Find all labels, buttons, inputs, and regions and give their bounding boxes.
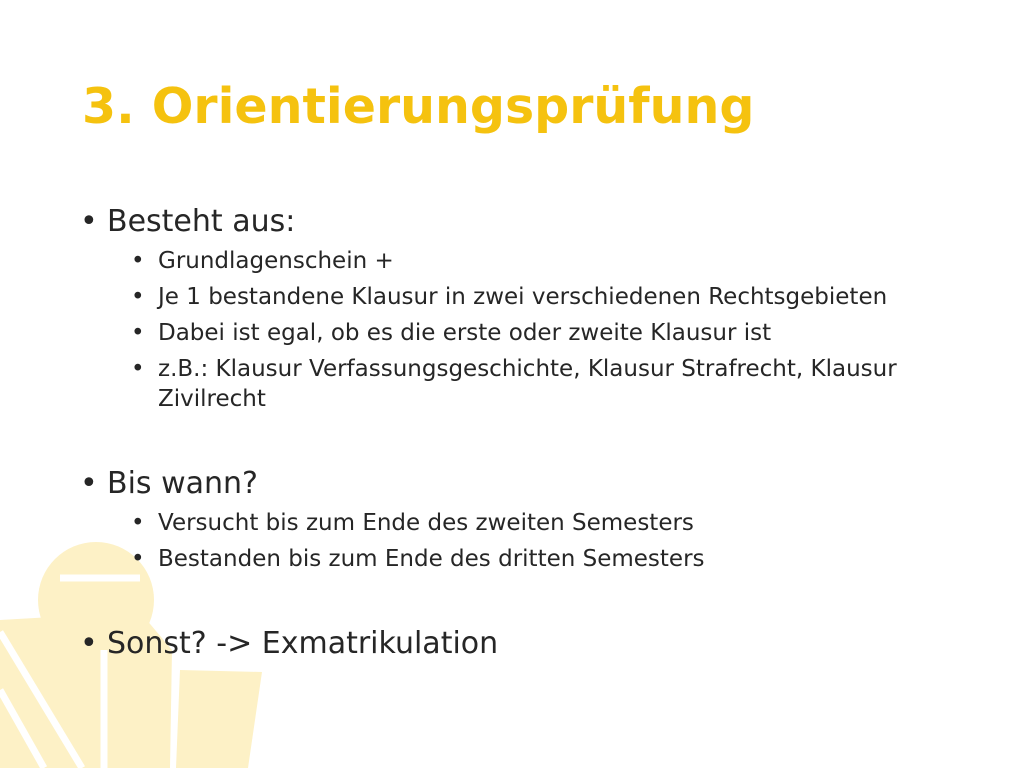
- sub-bullet: • Dabei ist egal, ob es die erste oder zweite Klausur ist: [131, 318, 980, 348]
- sub-bullet: • Grundlagenschein +: [131, 246, 980, 276]
- slide-title: 3. Orientierungsprüfung: [82, 78, 755, 135]
- sub-bullet: • Versucht bis zum Ende des zweiten Semesters: [131, 508, 980, 538]
- sub-bullet: • Bestanden bis zum Ende des dritten Semesters: [131, 544, 980, 574]
- sub-bullet: • Je 1 bestandene Klausur in zwei verschiedenen Rechtsgebieten: [131, 282, 980, 312]
- sub-bullet: • z.B.: Klausur Verfassungsgeschichte, Klausur Strafrecht, Klausur Zivilrecht: [131, 354, 980, 414]
- bullet-besteht-aus: • Besteht aus:: [80, 204, 980, 240]
- bullet-sonst: • Sonst? -> Exmatrikulation: [80, 626, 980, 662]
- bullet-list: [80, 204, 980, 662]
- bullet-bis-wann: • Bis wann?: [80, 466, 980, 502]
